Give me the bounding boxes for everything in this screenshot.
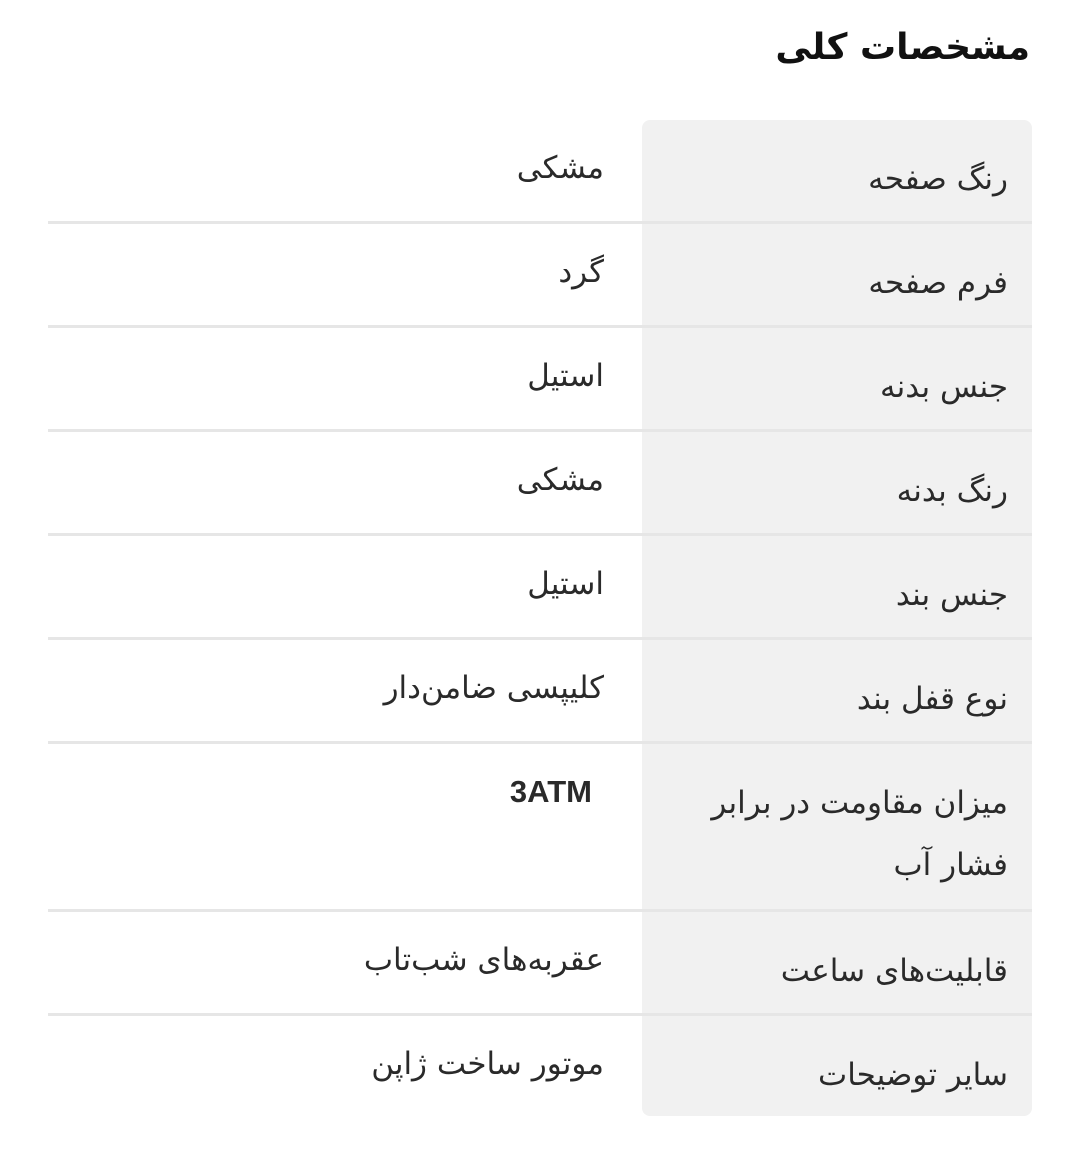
section-title: مشخصات کلی <box>775 27 1030 68</box>
spec-value: استیل <box>527 566 604 602</box>
spec-value: گرد <box>558 254 604 290</box>
spec-value: کلیپسی ضامن‌دار <box>383 670 604 706</box>
spec-key: جنس بدنه <box>879 369 1008 405</box>
spec-row <box>48 224 1032 328</box>
spec-row <box>48 744 1032 912</box>
spec-key: سایر توضیحات <box>818 1057 1008 1093</box>
spec-row <box>48 1016 1032 1120</box>
spec-key: رنگ بدنه <box>896 473 1008 509</box>
spec-row <box>48 536 1032 640</box>
spec-table <box>48 120 1032 1120</box>
spec-value: عقربه‌های شب‌تاب <box>363 942 604 978</box>
spec-value: مشکی <box>516 150 604 186</box>
spec-row <box>48 120 1032 224</box>
spec-value: 3ATM <box>509 774 592 809</box>
spec-key: رنگ صفحه <box>868 161 1008 197</box>
spec-row <box>48 912 1032 1016</box>
spec-row <box>48 640 1032 744</box>
spec-key: نوع قفل بند <box>856 681 1008 717</box>
spec-key: جنس بند <box>895 577 1008 613</box>
spec-row <box>48 432 1032 536</box>
spec-key: قابلیت‌های ساعت <box>780 953 1008 989</box>
spec-value: مشکی <box>516 462 604 498</box>
spec-value: موتور ساخت ژاپن <box>371 1046 604 1082</box>
spec-key: میزان مقاومت در برابر فشار آب <box>711 785 1008 883</box>
spec-value: استیل <box>527 358 604 394</box>
spec-row <box>48 328 1032 432</box>
spec-key: فرم صفحه <box>868 265 1008 301</box>
